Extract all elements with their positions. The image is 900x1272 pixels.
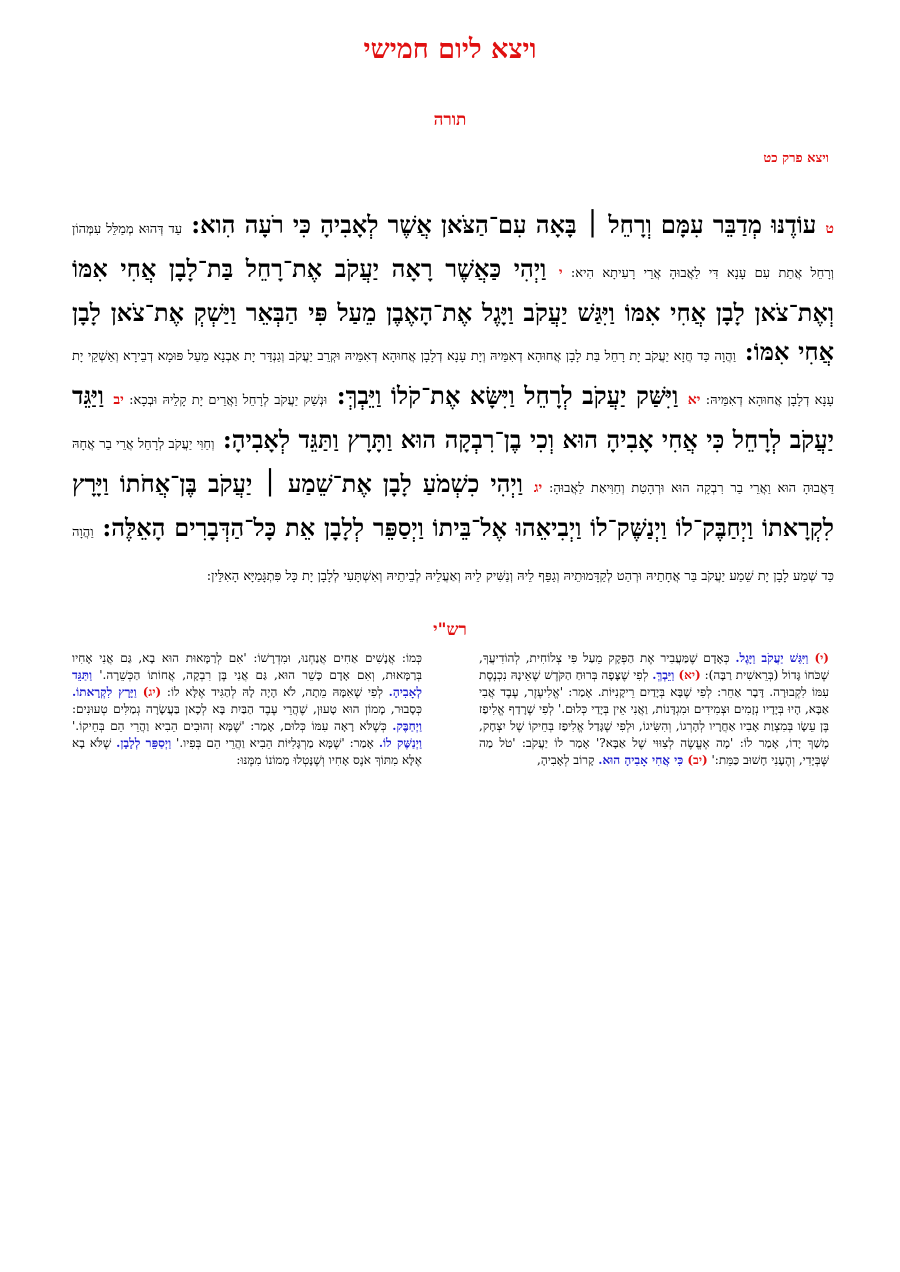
page-title: ויצא ליום חמישי [363,34,537,65]
commentary-heading: רש"י [433,620,467,640]
torah-text-block [72,205,834,596]
rashi-dibur-hamatchil: וַיֵּבְךְּ. [652,668,679,682]
targum-text: וְחַוִּי יַעֲקֹב לְרָחֵל אֲרֵי בַר אֲחָהּ דַּאֲבוּהָ הוּא וַאֲרֵי בַר רִבְקָה הוּא וּרְהָטַת וְחַוִּיאַת לַאֲבוּהָ: [72,437,834,496]
rashi-verse-ref: (יג) [142,685,162,699]
targum-text: וַהֲוָה כַּד חֲזָא יַעֲקֹב יָת רָחֵל בַּת לָבָן אֲחוּהָא דְאִמֵּיהּ וְיָת עָנָא דְלָבָן אֲחוּהָא דְאִמֵּיהּ וּקְרֵב יַעֲקֹב וְגַנְדַּר יָת אַבְנָא מֵעַל פּוּמָא דְבֵירָא וְאַשְׁקֵי יָת עָנָא דְלָבָן אֲחוּהָא דְאִמֵּיהּ: [72,349,834,408]
rashi-text: לְפִי שֶׁאִמָּהּ מֵתָה, לֹא הָיָה לָהּ לְהַגִּיד אֶלָּא לוֹ: [161,685,389,699]
verse-number: ט [825,221,834,237]
rashi-text: אָמַר: 'שֶׁמָּא מַרְגָּלִיּוֹת הֵבִיא וַהֲרֵי הֵם בְּפִיו.' [171,736,379,750]
rashi-text: שֶׁלֹּא בָא אֶלָּא מִתּוֹךְ אֹנֶס אָחִיו וְשֶׁנָּטְלוּ מָמוֹנוֹ מִמֶּנּוּ: [72,736,422,767]
rashi-dibur-hamatchil: כִּי אֲחִי אָבִיהָ הוּא. [598,753,688,767]
chapter-reference: ויצא פרק כט [763,151,829,166]
verse-number: יג [533,480,543,496]
rashi-dibur-hamatchil: וַיִּגַּשׁ יַעֲקֹב וַיָּגֶל. [735,651,815,665]
rashi-text: כְּסָבוּר, מָמוֹן הוּא טָעוּן, שֶׁהֲרֵי עֶבֶד הַבַּיִת בָּא לְכָאן בַּעֲשָׂרָה גְמַלִּים טְעוּנִים: [72,702,422,716]
rashi-text: כְּאָדָם שֶׁמַּעֲבִיר אֶת הַפְּקָק מֵעַל פִּי צְלוֹחִית, לְהוֹדִיעֲךָ, שֶׁכֹּחוֹ גָּדוֹל (בְּרֵאשִׁית רַבָּה): [479,651,829,682]
verse-text: וַיַּגֵּד יַעֲקֹב לְרָחֵל כִּי אֲחִי אָבִיהָ הוּא וְכִי בֶן־רִבְקָה הוּא וַתָּרָץ וַתַּגֵּד לְאָבִיהָ: [72,381,834,454]
rashi-dibur-hamatchil: וַיָּרָץ לִקְרָאתוֹ. [72,685,143,699]
rashi-dibur-hamatchil: וַיְסַפֵּר לְלָבָן. [116,736,172,750]
rashi-verse-ref: (יא) [678,668,701,682]
rashi-dibur-hamatchil: וַיְחַבֶּק. [392,719,422,733]
commentary-column-right [479,650,829,769]
verse-text: עוֹדֶנּוּ מְדַבֵּר עִמָּם וְרָחֵל ׀ בָּאָה עִם־הַצֹּאן אֲשֶׁר לְאָבִיהָ כִּי רֹעָה הִוא: [182,210,826,239]
rashi-verse-ref: (יב) [687,753,708,767]
rashi-dibur-hamatchil: וַתַּגֵּד לְאָבִיהָ. [72,668,422,699]
targum-text: עַד דְּהוּא מְמַלֵּל עִמְּהוֹן וְרָחֵל אֲתַת עִם עָנָא דִּי לַאֲבוּהָ אֲרֵי רָעִיתָא הִיא: [72,222,834,281]
verse-text: וַיְהִי כִשְׁמֹעַ לָבָן אֶת־שֵׁמַע ׀ יַעֲקֹב בֶּן־אֲחֹתוֹ וַיָּרָץ לִקְרָאתוֹ וַיְחַבֶּק־לוֹ וַיְנַשֶּׁק־לוֹ וַיְבִיאֵהוּ אֶל־בֵּיתוֹ וַיְסַפֵּר לְלָבָן אֵת כָּל־הַדְּבָרִים הָאֵלֶּה: [72,469,834,542]
verse-number: יא [687,392,701,408]
section-heading: תורה [433,110,467,130]
verse-text: וַיִּשַּׁק יַעֲקֹב לְרָחֵל וַיִּשָּׂא אֶת־קֹלוֹ וַיֵּבְךְּ: [327,381,688,410]
targum-text: וַהֲוָה כַּד שְׁמַע לָבָן יָת שֵׁמַע יַעֲקֹב בַּר אֲחָתֵיהּ וּרְהַט לְקַדָּמוּתֵיהּ וְגַפֵּף לֵיהּ וְנַשִּׁיק לֵיהּ וְאַעֲלֵיהּ לְבֵיתֵיהּ וְאִשְׁתָּעִי לְלָבָן יָת כָּל פִּתְגָּמַיָּא הָאִלֵּין: [72,525,834,584]
verse-text: וַיְהִי כַּאֲשֶׁר רָאָה יַעֲקֹב אֶת־רָחֵל בַּת־לָבָן אֲחִי אִמּוֹ וְאֶת־צֹאן לָבָן אֲחִי אִמּוֹ וַיִּגַּשׁ יַעֲקֹב וַיָּגֶל אֶת־הָאֶבֶן מֵעַל פִּי הַבְּאֵר וַיַּשְׁקְ אֶת־צֹאן לָבָן אֲחִי אִמּוֹ: [72,254,834,366]
rashi-text: לְפִי שֶׁצָּפָה בְּרוּחַ הַקֹּדֶשׁ שֶׁאֵינָהּ נִכְנֶסֶת עִמּוֹ לִקְבוּרָה. דָּבָר אַחֵר: לְפִי שֶׁבָּא בְּיָדַיִם רֵיקָנִיּוֹת. אָמַר: 'אֱלִיעֶזֶר, עֶבֶד אֲבִי אַבָּא, הָיוּ בְּיָדָיו נְזָמִים וּצְמִידִים וּמִגְדָּנוֹת, וַאֲנִי אֵין בְּיָדַי כְּלוּם.' לְפִי שֶׁרָדַף אֱלִיפַז בֶּן עֵשָׂו בְּמִצְוַת אָבִיו אַחֲרָיו לְהָרְגוֹ, וְהִשִּׂיגוֹ, וּלְפִי שֶׁגָּדַל אֱלִיפַז בְּחֵיקוֹ שֶׁל יִצְחָק, מָשַׁךְ יָדוֹ, אָמַר לוֹ: 'מָה אֶעֱשֶׂה לְצִוּוּי שֶׁל אַבָּא?' אָמַר לוֹ יַעֲקֹב: 'טֹל מַה שֶּׁבְּיָדִי, וְהֶעָנִי חָשׁוּב כַּמֵּת:' [479,668,829,767]
verse-number: י [558,265,563,281]
rashi-verse-ref: (י) [814,651,829,665]
targum-text: וּנְשַׁק יַעֲקֹב לְרָחֵל וַאֲרֵים יָת קָלֵיהּ וּבְכָא: [123,393,328,408]
commentary-column-left [72,650,422,769]
rashi-text: כְּמוֹ: אֲנָשִׁים אַחִים אֲנַחְנוּ, וּמִדְרָשׁוֹ: 'אִם לְרַמָּאוּת הוּא בָא, גַּם אֲנִי אָחִיו בְּרַמָּאוּת, וְאִם אָדָם כָּשֵׁר הוּא, גַּם אֲנִי בֶּן רִבְקָה, אֲחוֹתוֹ הַכְּשֵׁרָה.' [72,651,422,682]
rashi-dibur-hamatchil: וַיְנַשֶּׁק לוֹ. [378,736,422,750]
rashi-text: כְּשֶׁלֹּא רָאָה עִמּוֹ כְּלוּם, אָמַר: 'שֶׁמָּא זְהוּבִים הֵבִיא וַהֲרֵי הֵם בְּחֵיקוֹ.' [72,719,393,733]
verse-number: יב [113,392,124,408]
rashi-text: קָרוֹב לְאָבִיהָ, [537,753,599,767]
